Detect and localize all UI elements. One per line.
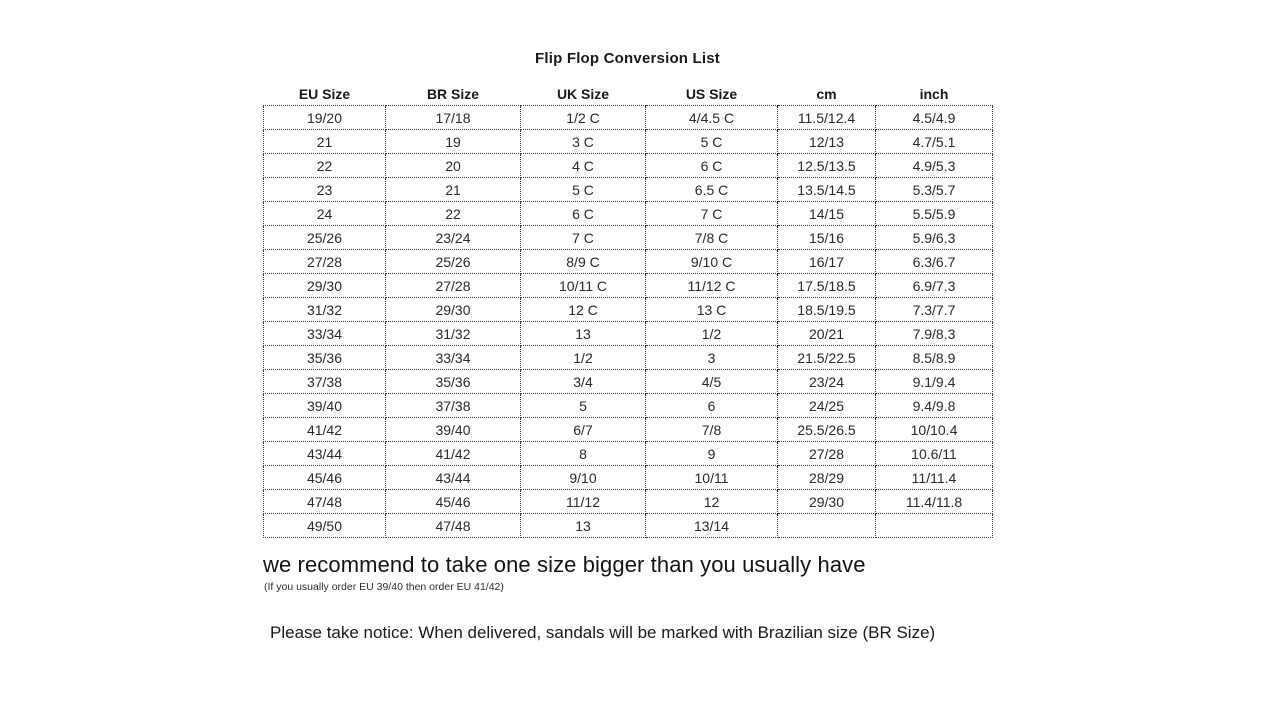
column-header-eu-size: EU Size <box>264 86 386 106</box>
table-cell: 6 C <box>646 154 778 178</box>
table-cell: 4.5/4.9 <box>876 106 993 130</box>
table-cell: 6/7 <box>521 418 646 442</box>
table-cell: 9/10 <box>521 466 646 490</box>
table-row <box>264 298 993 322</box>
table-cell: 21 <box>386 178 521 202</box>
table-cell: 4/5 <box>646 370 778 394</box>
table-cell: 1/2 C <box>521 106 646 130</box>
table-cell: 29/30 <box>264 274 386 298</box>
table-cell: 11/12 C <box>646 274 778 298</box>
table-row <box>264 442 993 466</box>
table-cell: 11.4/11.8 <box>876 490 993 514</box>
table-body <box>264 106 993 538</box>
table-cell: 3/4 <box>521 370 646 394</box>
table-cell: 8/9 C <box>521 250 646 274</box>
recommendation-text: we recommend to take one size bigger than you usually have <box>263 552 866 577</box>
table-cell: 15/16 <box>778 226 876 250</box>
table-cell: 5 C <box>521 178 646 202</box>
table-cell: 41/42 <box>386 442 521 466</box>
table-cell: 23/24 <box>386 226 521 250</box>
conversion-sheet <box>263 50 992 538</box>
table-cell: 7.9/8.3 <box>876 322 993 346</box>
table-cell: 5.3/5.7 <box>876 178 993 202</box>
table-cell: 5.5/5.9 <box>876 202 993 226</box>
table-cell: 1/2 <box>521 346 646 370</box>
table-cell: 31/32 <box>386 322 521 346</box>
table-cell: 19 <box>386 130 521 154</box>
table-cell: 24 <box>264 202 386 226</box>
table-cell: 49/50 <box>264 514 386 538</box>
table-row <box>264 394 993 418</box>
table-cell: 43/44 <box>386 466 521 490</box>
table-cell: 13/14 <box>646 514 778 538</box>
table-cell: 6 <box>646 394 778 418</box>
table-cell: 13.5/14.5 <box>778 178 876 202</box>
table-cell: 9.4/9.8 <box>876 394 993 418</box>
page-title: Flip Flop Conversion List <box>535 50 720 67</box>
table-row <box>264 466 993 490</box>
table-row <box>264 346 993 370</box>
table-header-row <box>264 86 993 106</box>
table-cell: 10/11 C <box>521 274 646 298</box>
table-cell: 47/48 <box>264 490 386 514</box>
table-cell: 29/30 <box>386 298 521 322</box>
table-row <box>264 370 993 394</box>
table-cell: 23/24 <box>778 370 876 394</box>
table-cell: 22 <box>386 202 521 226</box>
table-cell: 10/10.4 <box>876 418 993 442</box>
table-cell: 5.9/6.3 <box>876 226 993 250</box>
table-row <box>264 250 993 274</box>
table-cell: 47/48 <box>386 514 521 538</box>
table-row <box>264 226 993 250</box>
table-cell: 16/17 <box>778 250 876 274</box>
table-cell: 12.5/13.5 <box>778 154 876 178</box>
column-header-uk-size: UK Size <box>521 86 646 106</box>
table-cell: 25.5/26.5 <box>778 418 876 442</box>
table-row <box>264 274 993 298</box>
table-cell: 6.3/6.7 <box>876 250 993 274</box>
table-cell: 9/10 C <box>646 250 778 274</box>
table-cell: 25/26 <box>386 250 521 274</box>
table-row <box>264 130 993 154</box>
table-cell: 29/30 <box>778 490 876 514</box>
column-header-us-size: US Size <box>646 86 778 106</box>
table-cell: 12 <box>646 490 778 514</box>
table-cell: 20 <box>386 154 521 178</box>
table-cell: 7/8 <box>646 418 778 442</box>
table-cell: 3 <box>646 346 778 370</box>
table-cell: 35/36 <box>386 370 521 394</box>
table-cell: 21.5/22.5 <box>778 346 876 370</box>
table-row <box>264 154 993 178</box>
table-row <box>264 514 993 538</box>
table-cell: 28/29 <box>778 466 876 490</box>
table-cell: 7 C <box>646 202 778 226</box>
table-cell: 1/2 <box>646 322 778 346</box>
table-cell: 8.5/8.9 <box>876 346 993 370</box>
table-cell: 6.9/7.3 <box>876 274 993 298</box>
table-cell: 10.6/11 <box>876 442 993 466</box>
table-cell: 8 <box>521 442 646 466</box>
table-cell: 7 C <box>521 226 646 250</box>
table-cell: 27/28 <box>264 250 386 274</box>
table-cell: 22 <box>264 154 386 178</box>
table-cell: 12/13 <box>778 130 876 154</box>
table-cell: 3 C <box>521 130 646 154</box>
table-cell: 7.3/7.7 <box>876 298 993 322</box>
table-row <box>264 490 993 514</box>
table-cell: 41/42 <box>264 418 386 442</box>
table-cell: 11.5/12.4 <box>778 106 876 130</box>
column-header-cm: cm <box>778 86 876 106</box>
table-cell: 13 <box>521 514 646 538</box>
table-cell: 5 <box>521 394 646 418</box>
table-cell: 27/28 <box>778 442 876 466</box>
table-cell: 39/40 <box>386 418 521 442</box>
table-cell: 4.9/5.3 <box>876 154 993 178</box>
table-cell: 17/18 <box>386 106 521 130</box>
table-row <box>264 202 993 226</box>
table-cell: 5 C <box>646 130 778 154</box>
table-cell: 4 C <box>521 154 646 178</box>
table-cell: 18.5/19.5 <box>778 298 876 322</box>
table-cell: 13 <box>521 322 646 346</box>
table-cell: 43/44 <box>264 442 386 466</box>
table-cell: 33/34 <box>386 346 521 370</box>
table-cell <box>876 514 993 538</box>
table-cell: 31/32 <box>264 298 386 322</box>
table-cell: 13 C <box>646 298 778 322</box>
table-cell: 11/12 <box>521 490 646 514</box>
table-cell: 37/38 <box>386 394 521 418</box>
table-cell: 7/8 C <box>646 226 778 250</box>
recommendation-detail-text: (If you usually order EU 39/40 then order EU 41/42) <box>264 581 504 593</box>
table-cell: 19/20 <box>264 106 386 130</box>
column-header-br-size: BR Size <box>386 86 521 106</box>
table-cell: 9 <box>646 442 778 466</box>
table-cell: 11/11.4 <box>876 466 993 490</box>
table-cell: 39/40 <box>264 394 386 418</box>
table-cell: 12 C <box>521 298 646 322</box>
table-cell: 21 <box>264 130 386 154</box>
table-row <box>264 106 993 130</box>
table-cell: 17.5/18.5 <box>778 274 876 298</box>
table-cell: 37/38 <box>264 370 386 394</box>
table-cell: 4.7/5.1 <box>876 130 993 154</box>
table-cell: 23 <box>264 178 386 202</box>
table-cell: 33/34 <box>264 322 386 346</box>
table-cell: 27/28 <box>386 274 521 298</box>
table-cell <box>778 514 876 538</box>
table-cell: 25/26 <box>264 226 386 250</box>
table-cell: 14/15 <box>778 202 876 226</box>
column-header-inch: inch <box>876 86 993 106</box>
table-row <box>264 418 993 442</box>
table-cell: 6 C <box>521 202 646 226</box>
table-cell: 4/4.5 C <box>646 106 778 130</box>
conversion-table <box>263 86 993 538</box>
table-cell: 35/36 <box>264 346 386 370</box>
table-row <box>264 322 993 346</box>
table-cell: 45/46 <box>264 466 386 490</box>
table-cell: 9.1/9.4 <box>876 370 993 394</box>
table-cell: 10/11 <box>646 466 778 490</box>
table-cell: 24/25 <box>778 394 876 418</box>
brazilian-size-notice: Please take notice: When delivered, sandals will be marked with Brazilian size (BR Size) <box>270 623 936 642</box>
table-row <box>264 178 993 202</box>
table-cell: 20/21 <box>778 322 876 346</box>
table-cell: 45/46 <box>386 490 521 514</box>
table-cell: 6.5 C <box>646 178 778 202</box>
